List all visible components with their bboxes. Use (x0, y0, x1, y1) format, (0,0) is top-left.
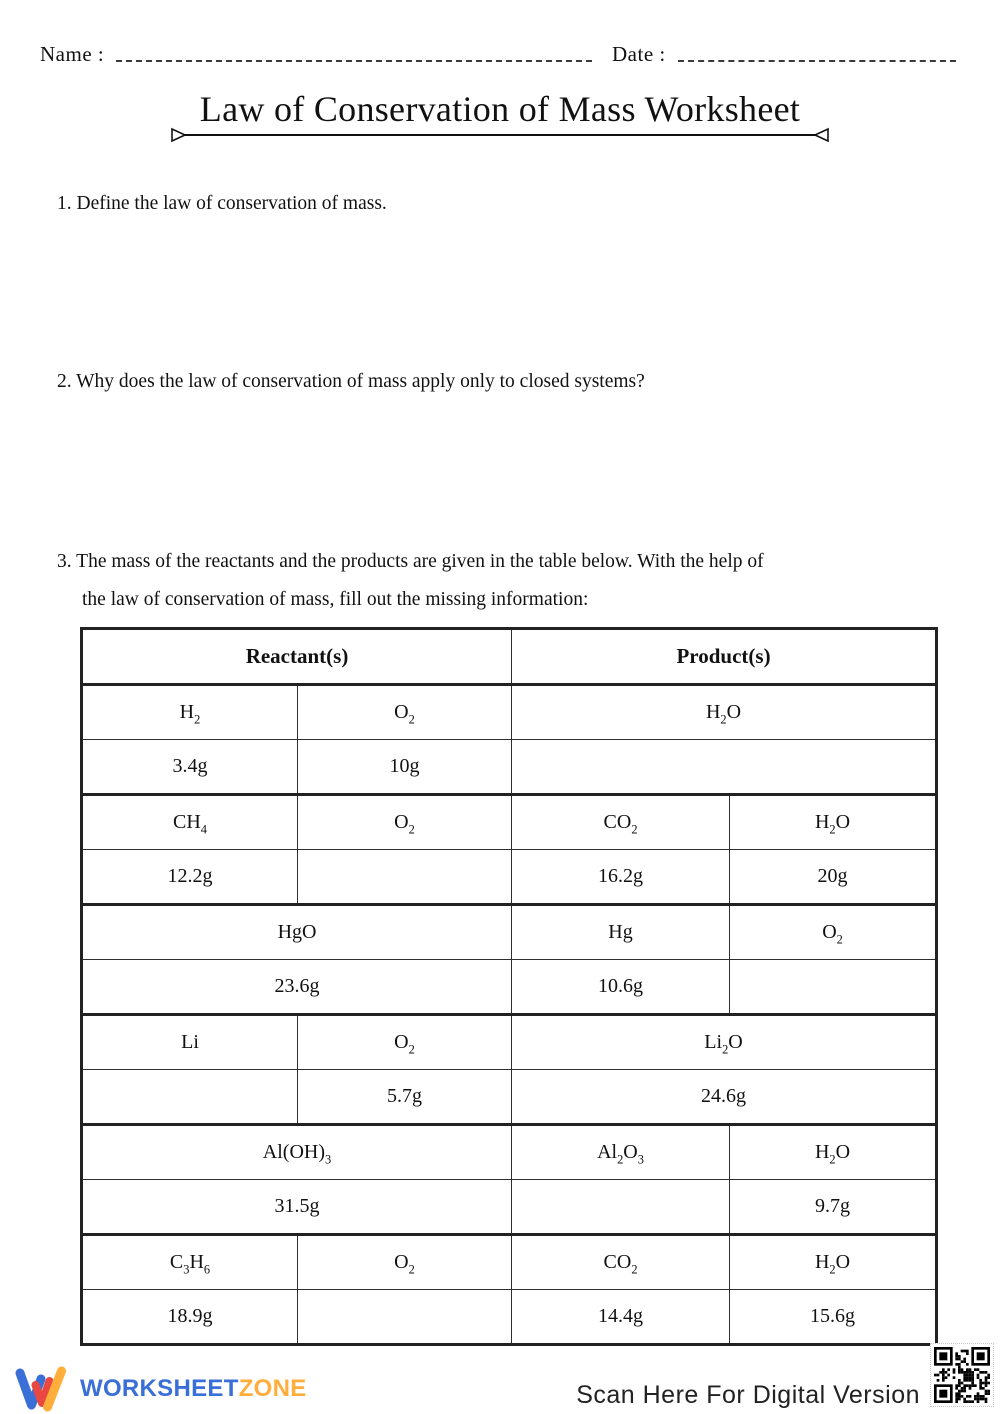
table-cell: $H_2O$ (730, 1125, 937, 1180)
table-cell: $O_2$ (298, 685, 512, 740)
qr-code (930, 1343, 994, 1407)
name-field (40, 42, 592, 67)
date-label: Date : (612, 42, 666, 66)
brand-logo (14, 1366, 307, 1412)
table-row (82, 1125, 937, 1180)
table-cell: $Al(OH)_3$ (82, 1125, 512, 1180)
table-cell-empty (298, 850, 512, 905)
mass-table-body (82, 685, 937, 1345)
table-cell: $O_2$ (298, 1235, 512, 1290)
table-cell: $H_2O$ (730, 795, 937, 850)
table-cell: 10g (298, 740, 512, 795)
table-row (82, 685, 937, 740)
table-cell: $H_2O$ (512, 685, 937, 740)
table-cell: 10.6g (512, 960, 730, 1015)
question-2-text: Why does the law of conservation of mass apply only to closed systems? (76, 371, 645, 392)
table-cell-empty (730, 960, 937, 1015)
table-cell: $H_2O$ (730, 1235, 937, 1290)
worksheetzone-logo-icon (14, 1366, 72, 1412)
brand-wordmark (80, 1375, 307, 1403)
table-cell: 20g (730, 850, 937, 905)
table-cell: 12.2g (82, 850, 298, 905)
question-3 (57, 543, 957, 619)
question-3-text-line-1: The mass of the reactants and the products are given in the table below. With the help of (76, 551, 764, 572)
table-cell: $CO_2$ (512, 1235, 730, 1290)
page-title: Law of Conservation of Mass Worksheet (199, 89, 801, 129)
question-3-number: 3. (57, 551, 72, 572)
table-cell: Hg (512, 905, 730, 960)
table-row (82, 1290, 937, 1345)
table-cell-empty (512, 1180, 730, 1235)
table-cell: 16.2g (512, 850, 730, 905)
table-cell: 5.7g (298, 1070, 512, 1125)
brand-name-primary: WORKSHEET (80, 1375, 239, 1402)
question-1-number: 1. (57, 193, 72, 214)
table-row (82, 960, 937, 1015)
qr-code-image (934, 1347, 990, 1403)
question-3-line-1 (57, 543, 957, 581)
date-field (612, 42, 956, 67)
table-cell: $O_2$ (730, 905, 937, 960)
question-2-number: 2. (57, 371, 72, 392)
name-date-row (40, 42, 956, 67)
table-cell: $H_2$ (82, 685, 298, 740)
table-row (82, 1235, 937, 1290)
table-cell: $O_2$ (298, 1015, 512, 1070)
question-1 (57, 191, 387, 217)
table-cell-empty (82, 1070, 298, 1125)
table-cell-empty (298, 1290, 512, 1345)
table-cell: 15.6g (730, 1290, 937, 1345)
table-cell: $Al_2O_3$ (512, 1125, 730, 1180)
scan-here-text: Scan Here For Digital Version (576, 1381, 920, 1409)
table-row (82, 1015, 937, 1070)
table-cell: HgO (82, 905, 512, 960)
table-row (82, 740, 937, 795)
table-cell: $CO_2$ (512, 795, 730, 850)
table-cell: 18.9g (82, 1290, 298, 1345)
mass-table (80, 627, 938, 1346)
date-blank-line (678, 48, 956, 62)
table-cell: 24.6g (512, 1070, 937, 1125)
title-underline-decoration (170, 127, 830, 143)
table-row (82, 795, 937, 850)
brand-name-secondary: ZONE (238, 1375, 307, 1402)
table-cell-empty (512, 740, 937, 795)
table-row (82, 1180, 937, 1235)
question-2 (57, 369, 645, 395)
table-row (82, 850, 937, 905)
table-row (82, 905, 937, 960)
table-header-row (82, 629, 937, 685)
reactants-column-header: Reactant(s) (82, 629, 512, 685)
table-cell: $C_3H_6$ (82, 1235, 298, 1290)
table-cell: 23.6g (82, 960, 512, 1015)
products-column-header: Product(s) (512, 629, 937, 685)
name-label: Name : (40, 42, 105, 66)
table-cell: Li (82, 1015, 298, 1070)
table-cell: $CH_4$ (82, 795, 298, 850)
table-cell: 3.4g (82, 740, 298, 795)
question-3-line-2: the law of conservation of mass, fill out the missing information: (82, 589, 589, 610)
table-cell: 9.7g (730, 1180, 937, 1235)
question-1-text: Define the law of conservation of mass. (76, 193, 387, 214)
table-cell: $Li_2O$ (512, 1015, 937, 1070)
table-cell: $O_2$ (298, 795, 512, 850)
table-cell: 31.5g (82, 1180, 512, 1235)
name-blank-line (116, 48, 592, 62)
table-cell: 14.4g (512, 1290, 730, 1345)
table-row (82, 1070, 937, 1125)
